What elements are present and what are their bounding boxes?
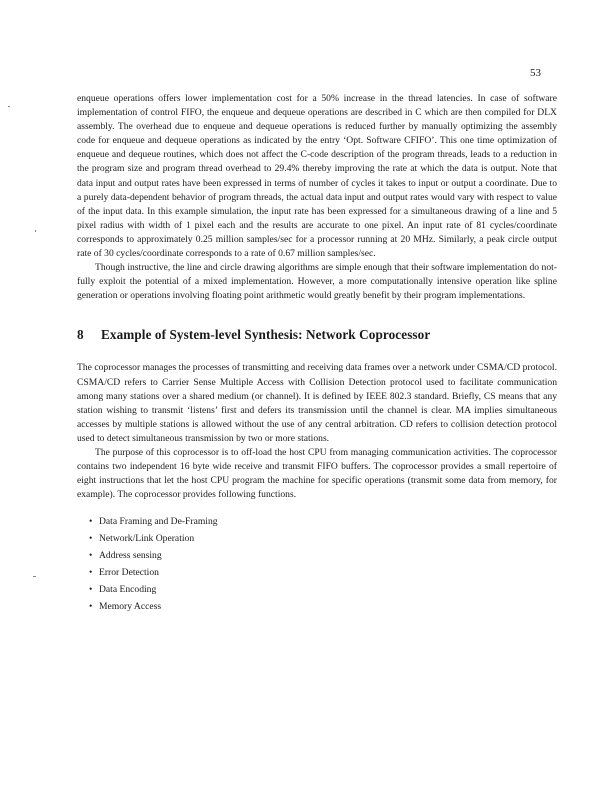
- scan-speck: [8, 106, 10, 107]
- list-item: • Data Encoding: [89, 582, 557, 599]
- section-heading: [77, 327, 557, 343]
- scan-speck: [35, 230, 36, 232]
- page-number: 53: [530, 67, 541, 79]
- body-paragraph: Though instructive, the line and circle drawing algorithms are simple enough that their software implementation do not-fully exploit the potential of a mixed implementation. However, a more computationally intensive operation like spline generation or operations involving floating point arithmetic would greatly benefit by their program implementations.: [77, 262, 557, 302]
- function-list: [89, 514, 557, 615]
- body-paragraph: The coprocessor manages the processes of transmitting and receiving data frames over a network under CSMA/CD protocol. CSMA/CD refers to Carrier Sense Multiple Access with Collision Detection protocol used to facilitate communication among many stations over a shared medium (or channel). It is defined by IEEE 802.3 standard. Briefly, CS means that any station wishing to transmit ‘listens’ first and defers its transmission until the channel is clear. MA implies simultaneous accesses by multiple stations is allowed without the use of any central arbitration. CD refers to collision detection protocol used to detect simultaneous transmission by two or more stations.: [77, 362, 557, 444]
- scan-speck: [33, 576, 36, 577]
- list-item: • Error Detection: [89, 565, 557, 582]
- page-body: [77, 92, 557, 616]
- list-item: • Data Framing and De-Framing: [89, 514, 557, 531]
- list-item: • Network/Link Operation: [89, 531, 557, 548]
- body-paragraph: enqueue operations offers lower implementation cost for a 50% increase in the thread latencies. In case of software implementation of control FIFO, the enqueue and dequeue operations are described in C which are then compiled for DLX assembly. The overhead due to enqueue and dequeue operations is reduced further by manually optimizing the assembly code for enqueue and dequeue operations as indicated by the entry ‘Opt. Software CFIFO’. This one time optimization of enqueue and dequeue routines, which does not affect the C-code description of the program threads, leads to a reduction in the program size and program thread overhead to 29.4% thereby improving the rate at which the data is output. Note that data input and output rates have been expressed in terms of number of cycles it takes to input or output a coordinate. Due to a purely data-dependent behavior of program threads, the actual data input and output rates would vary with respect to value of the input data. In this example simulation, the input rate has been expressed for a simultaneous drawing of a line and 5 pixel radius with width of 1 pixel each and the results are accurate to one pixel. An input rate of 81 cycles/coordinate corresponds to approximately 0.25 million samples/sec for a processor running at 20 MHz. Similarly, a peak circle output rate of 30 cycles/coordinate corresponds to a rate of 0.67 million samples/sec.: [77, 93, 557, 260]
- body-paragraph: The purpose of this coprocessor is to off-load the host CPU from managing communication activities. The coprocessor contains two independent 16 byte wide receive and transmit FIFO buffers. The coprocessor provides a small repertoire of eight instructions that let the host CPU program the machine for specific operations (transmit some data from memory, for example). The coprocessor provides following functions.: [77, 446, 557, 501]
- section-title: Example of System-level Synthesis: Network Coprocessor: [101, 327, 431, 343]
- list-item: • Memory Access: [89, 599, 557, 616]
- list-item: • Address sensing: [89, 548, 557, 565]
- section-number: 8: [77, 327, 84, 343]
